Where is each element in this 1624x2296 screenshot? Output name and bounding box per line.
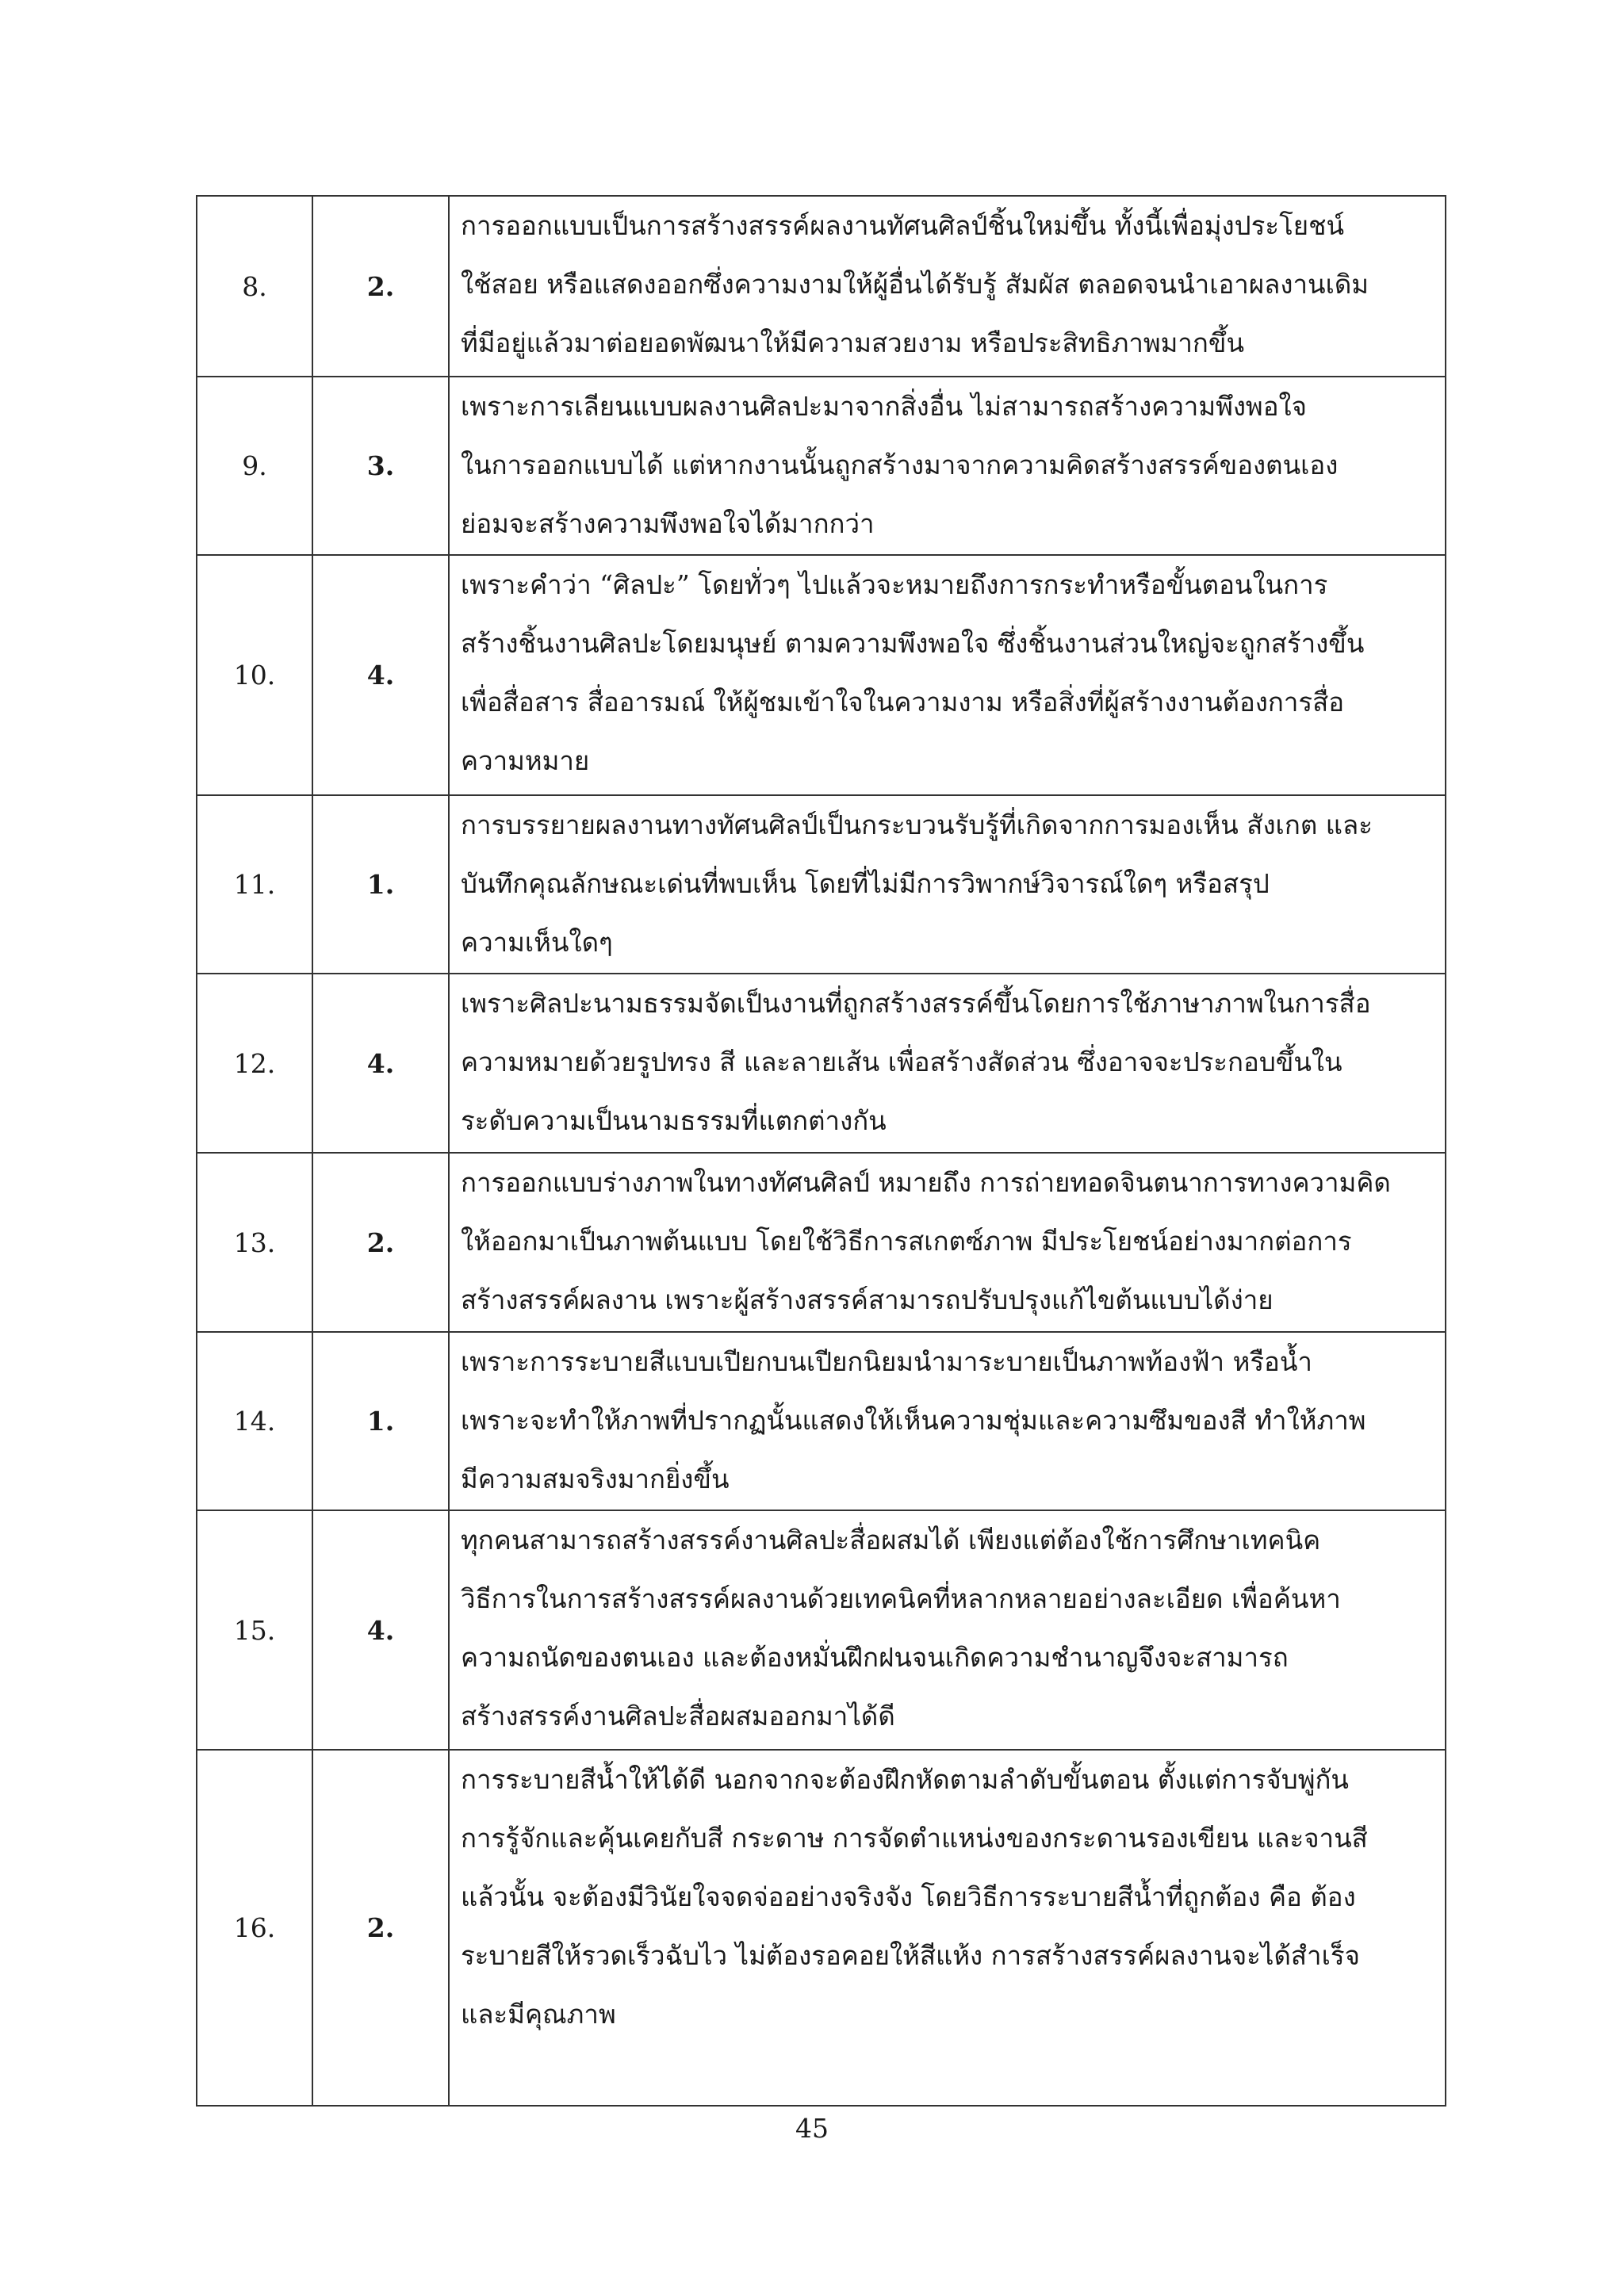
explanation-cell xyxy=(449,1332,1446,1510)
page-number: 45 xyxy=(795,2113,829,2144)
explanation-line: ระดับความเป็นนามธรรมที่แตกต่างกัน xyxy=(461,1105,887,1136)
explanation-line: ความหมายด้วยรูปทรง สี และลายเส้น เพื่อสร้างสัดส่วน ซึ่งอาจจะประกอบขึ้นใน xyxy=(461,1047,1342,1077)
table-row xyxy=(197,1332,1446,1510)
explanation-cell xyxy=(449,377,1446,555)
table-row xyxy=(197,1153,1446,1332)
explanation-cell xyxy=(449,1750,1446,2106)
explanation-cell xyxy=(449,795,1446,974)
answer-key-table xyxy=(196,195,1446,2107)
question-number: 14. xyxy=(197,1332,312,1510)
answer-choice: 1. xyxy=(312,1332,449,1510)
answer-choice: 2. xyxy=(312,196,449,377)
explanation-line: ความหมาย xyxy=(461,745,590,776)
explanation-line: และมีคุณภาพ xyxy=(461,1999,616,2030)
explanation-line: ความถนัดของตนเอง และต้องหมั่นฝึกฝนจนเกิดความชำนาญจึงจะสามารถ xyxy=(461,1642,1289,1673)
table-row xyxy=(197,974,1446,1153)
explanation-line: สร้างชิ้นงานศิลปะโดยมนุษย์ ตามความพึงพอใจ ซึ่งชิ้นงานส่วนใหญ่จะถูกสร้างขึ้น xyxy=(461,628,1365,659)
question-number: 16. xyxy=(197,1750,312,2106)
explanation-line: การออกแบบร่างภาพในทางทัศนศิลป์ หมายถึง การถ่ายทอดจินตนาการทางความคิด xyxy=(461,1167,1391,1198)
answer-key-table-body xyxy=(197,196,1446,2106)
question-number: 8. xyxy=(197,196,312,377)
question-number: 12. xyxy=(197,974,312,1153)
answer-choice: 1. xyxy=(312,795,449,974)
explanation-line: เพราะการระบายสีแบบเปียกบนเปียกนิยมนำมาระบายเป็นภาพท้องฟ้า หรือน้ำ xyxy=(461,1346,1312,1377)
answer-choice: 4. xyxy=(312,1510,449,1750)
explanation-line: การรู้จักและคุ้นเคยกับสี กระดาษ การจัดตำแหน่งของกระดานรองเขียน และจานสี xyxy=(461,1823,1368,1854)
answer-choice: 2. xyxy=(312,1750,449,2106)
explanation-line: การระบายสีน้ำให้ได้ดี นอกจากจะต้องฝึกหัดตามลำดับขั้นตอน ตั้งแต่การจับพู่กัน xyxy=(461,1764,1349,1795)
explanation-line: ระบายสีให้รวดเร็วฉับไว ไม่ต้องรอคอยให้สีแห้ง การสร้างสรรค์ผลงานจะได้สำเร็จ xyxy=(461,1940,1360,1971)
explanation-line: วิธีการในการสร้างสรรค์ผลงานด้วยเทคนิคที่หลากหลายอย่างละเอียด เพื่อค้นหา xyxy=(461,1583,1341,1614)
explanation-cell xyxy=(449,555,1446,795)
explanation-line: ย่อมจะสร้างความพึงพอใจได้มากกว่า xyxy=(461,508,875,539)
answer-choice: 4. xyxy=(312,974,449,1153)
table-row xyxy=(197,377,1446,555)
explanation-line: ในการออกแบบได้ แต่หากงานนั้นถูกสร้างมาจากความคิดสร้างสรรค์ของตนเอง xyxy=(461,450,1339,480)
explanation-line: การออกแบบเป็นการสร้างสรรค์ผลงานทัศนศิลป์ชิ้นใหม่ขึ้น ทั้งนี้เพื่อมุ่งประโยชน์ xyxy=(461,210,1345,241)
table-row xyxy=(197,1510,1446,1750)
explanation-line: เพราะการเลียนแบบผลงานศิลปะมาจากสิ่งอื่น ไม่สามารถสร้างความพึงพอใจ xyxy=(461,391,1307,422)
explanation-cell xyxy=(449,1510,1446,1750)
answer-choice: 2. xyxy=(312,1153,449,1332)
table-row xyxy=(197,1750,1446,2106)
question-number: 11. xyxy=(197,795,312,974)
table-row xyxy=(197,196,1446,377)
explanation-line: ที่มีอยู่แล้วมาต่อยอดพัฒนาให้มีความสวยงาม หรือประสิทธิภาพมากขึ้น xyxy=(461,327,1245,358)
explanation-line: มีความสมจริงมากยิ่งขึ้น xyxy=(461,1464,730,1494)
answer-choice: 4. xyxy=(312,555,449,795)
explanation-cell xyxy=(449,196,1446,377)
explanation-cell xyxy=(449,1153,1446,1332)
explanation-line: ทุกคนสามารถสร้างสรรค์งานศิลปะสื่อผสมได้ เพียงแต่ต้องใช้การศึกษาเทคนิค xyxy=(461,1525,1321,1556)
explanation-line: ใช้สอย หรือแสดงออกซึ่งความงามให้ผู้อื่นได้รับรู้ สัมผัส ตลอดจนนำเอาผลงานเดิม xyxy=(461,269,1369,300)
explanation-line: ให้ออกมาเป็นภาพต้นแบบ โดยใช้วิธีการสเกตซ์ภาพ มีประโยชน์อย่างมากต่อการ xyxy=(461,1226,1352,1257)
question-number: 15. xyxy=(197,1510,312,1750)
question-number: 13. xyxy=(197,1153,312,1332)
explanation-line: แล้วนั้น จะต้องมีวินัยใจจดจ่ออย่างจริงจัง โดยวิธีการระบายสีน้ำที่ถูกต้อง คือ ต้อง xyxy=(461,1881,1356,1912)
explanation-line: เพราะศิลปะนามธรรมจัดเป็นงานที่ถูกสร้างสรรค์ขึ้นโดยการใช้ภาษาภาพในการสื่อ xyxy=(461,988,1371,1019)
explanation-line: สร้างสรรค์ผลงาน เพราะผู้สร้างสรรค์สามารถปรับปรุงแก้ไขต้นแบบได้ง่าย xyxy=(461,1284,1274,1315)
explanation-cell xyxy=(449,974,1446,1153)
explanation-line: สร้างสรรค์งานศิลปะสื่อผสมออกมาได้ดี xyxy=(461,1701,895,1732)
table-row xyxy=(197,555,1446,795)
explanation-line: ความเห็นใดๆ xyxy=(461,927,613,958)
question-number: 9. xyxy=(197,377,312,555)
answer-choice: 3. xyxy=(312,377,449,555)
explanation-line: เพราะคำว่า “ศิลปะ” โดยทั่วๆ ไปแล้วจะหมายถึงการกระทำหรือขั้นตอนในการ xyxy=(461,569,1328,600)
table-row xyxy=(197,795,1446,974)
explanation-line: การบรรยายผลงานทางทัศนศิลป์เป็นกระบวนรับรู้ที่เกิดจากการมองเห็น สังเกต และ xyxy=(461,809,1373,840)
explanation-line: เพราะจะทำให้ภาพที่ปรากฏนั้นแสดงให้เห็นความชุ่มและความซึมของสี ทำให้ภาพ xyxy=(461,1405,1366,1436)
explanation-line: บันทึกคุณลักษณะเด่นที่พบเห็น โดยที่ไม่มีการวิพากษ์วิจารณ์ใดๆ หรือสรุป xyxy=(461,868,1270,899)
explanation-line: เพื่อสื่อสาร สื่ออารมณ์ ให้ผู้ชมเข้าใจในความงาม หรือสิ่งที่ผู้สร้างงานต้องการสื่อ xyxy=(461,687,1345,718)
question-number: 10. xyxy=(197,555,312,795)
